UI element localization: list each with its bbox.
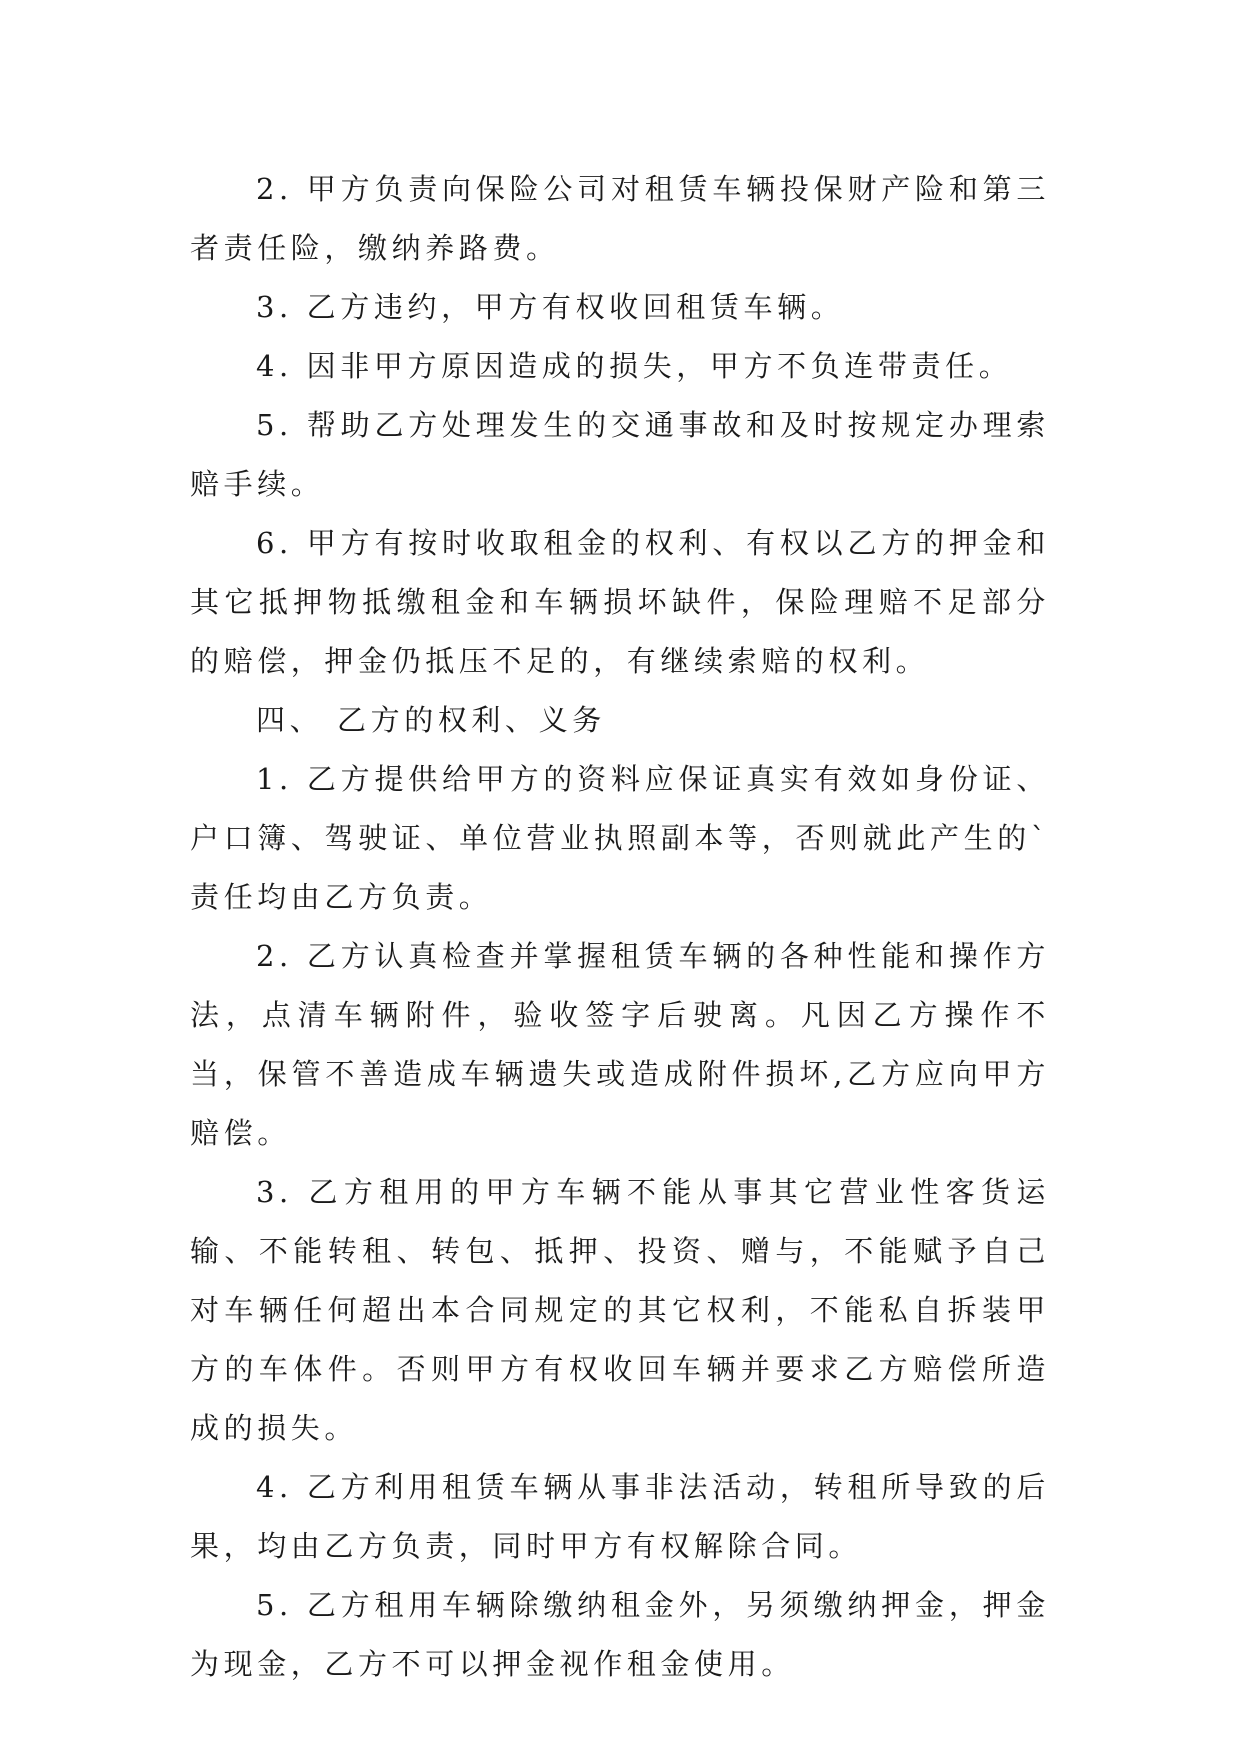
clause-b4-illegal-use: 4. 乙方利用租赁车辆从事非法活动，转租所导致的后果，均由乙方负责，同时甲方有权解除合同。 — [190, 1470, 1050, 1563]
clause-a2-insurance: 2. 甲方负责向保险公司对租赁车辆投保财产险和第三者责任险，缴纳养路费。 — [190, 172, 1050, 265]
clause-a6-rent-collection: 6. 甲方有按时收取租金的权利、有权以乙方的押金和其它抵押物抵缴租金和车辆损坏缺件，保险理赔不足部分的赔偿，押金仍抵压不足的，有继续索赔的权利。 — [190, 526, 1050, 678]
clause-b1-documents: 1. 乙方提供给甲方的资料应保证真实有效如身份证、户口簿、驾驶证、单位营业执照副本等，否则就此产生的`责任均由乙方负责。 — [190, 762, 1050, 914]
clause-a5-accident-help: 5. 帮助乙方处理发生的交通事故和及时按规定办理索赔手续。 — [190, 408, 1050, 501]
clause-b5-deposit: 5. 乙方租用车辆除缴纳租金外，另须缴纳押金，押金为现金，乙方不可以押金视作租金使用。 — [190, 1588, 1050, 1681]
clause-a3-breach: 3. 乙方违约，甲方有权收回租赁车辆。 — [256, 290, 845, 324]
clause-b3-restrictions: 3. 乙方租用的甲方车辆不能从事其它营业性客货运输、不能转租、转包、抵押、投资、赠与，不能赋予自己对车辆任何超出本合同规定的其它权利，不能私自拆装甲方的车体件。否则甲方有权收回车辆并要求乙方赔偿所造成的损失。 — [190, 1175, 1050, 1445]
clause-a4-liability: 4. 因非甲方原因造成的损失，甲方不负连带责任。 — [256, 349, 1013, 383]
clause-b2-inspection: 2. 乙方认真检查并掌握租赁车辆的各种性能和操作方法，点清车辆附件，验收签字后驶离。凡因乙方操作不当，保管不善造成车辆遗失或造成附件损坏,乙方应向甲方赔偿。 — [190, 939, 1050, 1150]
document-body — [190, 160, 1050, 1694]
section-heading-party-b: 四、 乙方的权利、义务 — [256, 703, 606, 737]
